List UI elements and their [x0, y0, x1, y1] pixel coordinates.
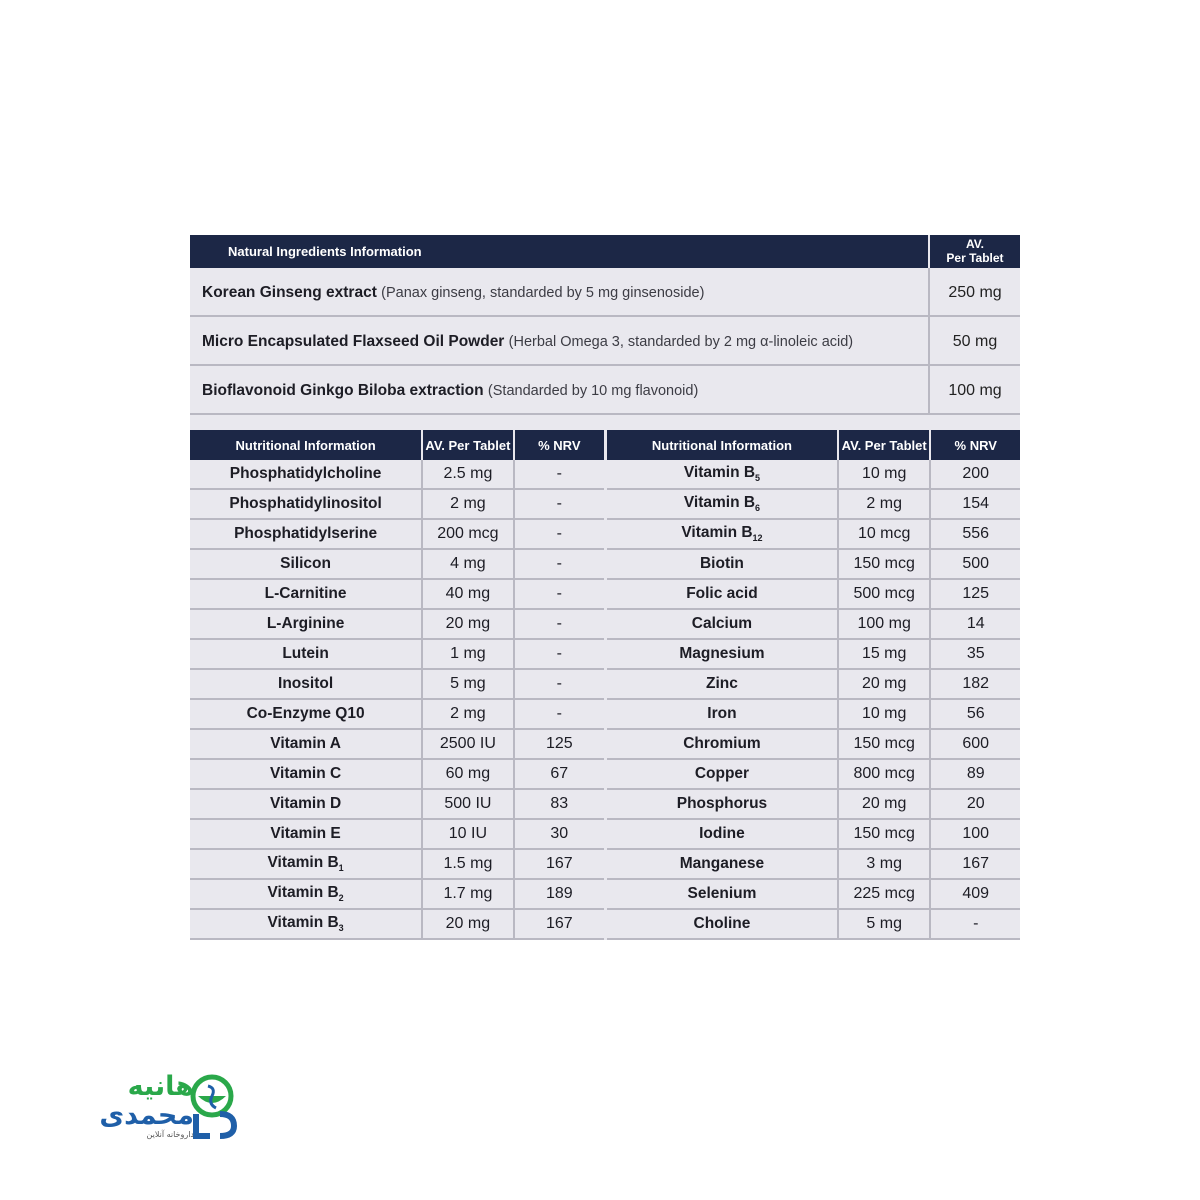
nutrient-amount: 1.5 mg — [422, 849, 513, 879]
ingredient-name-cell — [190, 317, 928, 364]
nutrient-row — [607, 699, 1020, 729]
col-nutritional-information: Nutritional Information — [607, 430, 838, 460]
per-tablet-header-line2: Per Tablet — [946, 251, 1004, 265]
nutrient-name: L-Arginine — [266, 615, 345, 632]
nutrient-nrv: - — [514, 519, 604, 549]
nutrient-row — [607, 789, 1020, 819]
natural-ingredients-table — [190, 235, 1020, 415]
nutrient-row — [190, 669, 604, 699]
nutrient-subscript: 6 — [755, 503, 761, 514]
nutrient-row — [607, 729, 1020, 759]
logo-name-line1: هانیه — [127, 1071, 194, 1102]
nutrient-name: L-Carnitine — [264, 585, 347, 602]
nutrient-row — [607, 879, 1020, 909]
col-nrv: % NRV — [514, 430, 604, 460]
nutrient-amount: 5 mg — [422, 669, 513, 699]
nutrient-name-cell — [607, 519, 838, 549]
nutrient-subscript: 3 — [338, 923, 344, 934]
nutrient-name: Vitamin E — [270, 825, 341, 842]
nutrient-row — [607, 579, 1020, 609]
nutrient-nrv: 20 — [930, 789, 1020, 819]
nutrient-row — [190, 909, 604, 939]
nutrient-row — [190, 489, 604, 519]
nutrient-row — [190, 879, 604, 909]
nutrient-name: Calcium — [691, 615, 753, 632]
nutrient-nrv: - — [514, 609, 604, 639]
nutrient-amount: 150 mcg — [838, 729, 931, 759]
nutrient-name-cell — [190, 789, 422, 819]
nutrient-row — [190, 460, 604, 489]
nutrient-nrv: - — [930, 909, 1020, 939]
nutrient-name: Iron — [707, 705, 737, 722]
nutrient-nrv: 89 — [930, 759, 1020, 789]
nutrient-nrv: 14 — [930, 609, 1020, 639]
nutrient-subscript: 2 — [338, 893, 344, 904]
nutrient-row — [607, 759, 1020, 789]
nutrient-name-cell — [190, 639, 422, 669]
ingredient-amount: 50 mg — [928, 317, 1020, 364]
nutrient-amount: 500 IU — [422, 789, 513, 819]
nutrient-amount: 150 mcg — [838, 819, 931, 849]
ingredient-description: (Herbal Omega 3, standarded by 2 mg α-linoleic acid) — [508, 334, 854, 350]
nutrient-name: Vitamin B — [683, 494, 756, 512]
nutrient-name: Vitamin B — [267, 854, 339, 872]
nutrient-name: Phosphatidylserine — [234, 525, 378, 542]
nutrient-name: Vitamin B — [683, 464, 756, 482]
ingredient-name: Micro Encapsulated Flaxseed Oil Powder — [202, 333, 505, 350]
nutrient-row — [190, 819, 604, 849]
per-tablet-header — [928, 235, 1020, 268]
nutrient-amount: 2 mg — [422, 699, 513, 729]
nutrient-row — [607, 549, 1020, 579]
nutrient-amount: 100 mg — [838, 609, 931, 639]
nutrient-name-cell — [607, 669, 838, 699]
nutrient-name-cell — [607, 489, 838, 519]
nutrient-nrv: 30 — [514, 819, 604, 849]
nutrient-amount: 150 mcg — [838, 549, 931, 579]
nutrient-nrv: - — [514, 460, 604, 489]
nutrient-nrv: 125 — [930, 579, 1020, 609]
nutrient-name-cell — [607, 909, 838, 939]
nutrient-name-cell — [190, 879, 422, 909]
nutrient-row — [190, 549, 604, 579]
nutrient-name-cell — [190, 849, 422, 879]
nutrient-nrv: 35 — [930, 639, 1020, 669]
nutrient-amount: 20 mg — [422, 609, 513, 639]
nutrient-name: Silicon — [280, 555, 331, 572]
nutrient-row — [607, 849, 1020, 879]
nutrient-row — [190, 759, 604, 789]
nutrient-nrv: - — [514, 489, 604, 519]
nutrient-amount: 5 mg — [838, 909, 931, 939]
nutrient-name-cell — [190, 759, 422, 789]
nutrient-amount: 2500 IU — [422, 729, 513, 759]
ingredient-name: Bioflavonoid Ginkgo Biloba extraction — [202, 382, 484, 399]
nutrient-name-cell — [607, 879, 838, 909]
nutrient-name: Biotin — [699, 555, 744, 572]
nutrient-row — [190, 639, 604, 669]
nutrient-amount: 200 mcg — [422, 519, 513, 549]
nutrient-name-cell — [190, 609, 422, 639]
logo-tagline: داروخانه آنلاین — [146, 1130, 194, 1139]
col-nutritional-information: Nutritional Information — [190, 430, 422, 460]
nutrient-amount: 4 mg — [422, 549, 513, 579]
nutrient-nrv: 200 — [930, 460, 1020, 489]
logo-name-line2: محمدی — [99, 1100, 194, 1131]
ingredient-amount: 250 mg — [928, 268, 1020, 315]
nutrient-name-cell — [190, 519, 422, 549]
nutrient-amount: 10 mg — [838, 460, 931, 489]
nutrient-amount: 20 mg — [838, 669, 931, 699]
nutrient-name: Phosphatidylinositol — [229, 495, 382, 512]
nutrient-amount: 20 mg — [422, 909, 513, 939]
nutrient-subscript: 1 — [338, 863, 344, 874]
nutrient-name-cell — [607, 819, 838, 849]
natural-ingredients-header — [190, 235, 1020, 268]
nutrient-amount: 1 mg — [422, 639, 513, 669]
nutrient-nrv: - — [514, 669, 604, 699]
nutrient-name: Chromium — [683, 735, 761, 752]
nutrient-nrv: 83 — [514, 789, 604, 819]
nutrient-row — [190, 699, 604, 729]
nutrient-name: Copper — [694, 765, 750, 782]
nutrient-nrv: - — [514, 579, 604, 609]
nutrient-amount: 225 mcg — [838, 879, 931, 909]
nutrient-name: Vitamin B — [267, 914, 339, 932]
nutrient-name: Phosphorus — [676, 795, 768, 812]
nutrient-name-cell — [190, 729, 422, 759]
nutrient-nrv: 167 — [514, 849, 604, 879]
logo-text — [54, 1072, 194, 1140]
ingredient-description: (Panax ginseng, standarded by 5 mg ginsenoside) — [381, 285, 705, 301]
nutrient-name: Folic acid — [686, 585, 758, 602]
nutrient-name-cell — [190, 579, 422, 609]
natural-ingredients-rows — [190, 268, 1020, 415]
nutrient-subscript: 5 — [755, 473, 761, 484]
nutrient-name: Iodine — [699, 825, 745, 842]
nutrient-name: Vitamin C — [269, 765, 342, 782]
nutrient-row — [190, 519, 604, 549]
nutrient-nrv: - — [514, 549, 604, 579]
nutrient-amount: 2 mg — [422, 489, 513, 519]
nutrient-subscript: 12 — [752, 533, 763, 544]
nutrient-row — [607, 609, 1020, 639]
natural-ingredients-title: Natural Ingredients Information — [190, 235, 928, 268]
nutrient-row — [607, 819, 1020, 849]
nutrient-name-cell — [190, 669, 422, 699]
natural-ingredient-row — [190, 317, 1020, 366]
nutrient-name-cell — [607, 609, 838, 639]
nutrient-row — [607, 460, 1020, 489]
nutrient-name-cell — [190, 460, 422, 489]
nutrient-nrv: 500 — [930, 549, 1020, 579]
nutrient-nrv: 600 — [930, 729, 1020, 759]
col-av-per-tablet: AV. Per Tablet — [422, 430, 513, 460]
nutrient-row — [607, 639, 1020, 669]
nutrient-amount: 10 mg — [838, 699, 931, 729]
nutrient-name: Vitamin D — [269, 795, 342, 812]
nutrient-amount: 2 mg — [838, 489, 931, 519]
nutrition-table-right — [607, 430, 1020, 940]
nutrient-nrv: 67 — [514, 759, 604, 789]
nutrient-amount: 3 mg — [838, 849, 931, 879]
nutrient-amount: 800 mcg — [838, 759, 931, 789]
nutrition-table-left-header — [190, 430, 604, 460]
nutrient-amount: 15 mg — [838, 639, 931, 669]
natural-ingredient-row — [190, 366, 1020, 415]
nutrient-row — [190, 789, 604, 819]
nutrient-name: Phosphatidylcholine — [229, 465, 382, 482]
nutrient-nrv: 125 — [514, 729, 604, 759]
nutrient-nrv: 167 — [930, 849, 1020, 879]
nutrient-name-cell — [607, 729, 838, 759]
nutrient-name-cell — [190, 819, 422, 849]
nutrient-nrv: 167 — [514, 909, 604, 939]
ingredient-name-cell — [190, 366, 928, 413]
nutrient-nrv: 182 — [930, 669, 1020, 699]
nutrient-amount: 20 mg — [838, 789, 931, 819]
nutrient-name: Selenium — [687, 885, 757, 902]
nutrient-row — [607, 909, 1020, 939]
nutrient-name: Vitamin A — [270, 735, 341, 752]
pharmacy-logo[interactable] — [60, 1072, 250, 1142]
nutrient-amount: 10 IU — [422, 819, 513, 849]
supplement-facts-panel — [190, 235, 1020, 940]
nutrient-nrv: 556 — [930, 519, 1020, 549]
nutrition-table-right-header — [607, 430, 1020, 460]
nutrient-row — [190, 849, 604, 879]
nutrient-row — [190, 609, 604, 639]
nutrient-name: Inositol — [278, 675, 334, 692]
nutrient-amount: 10 mcg — [838, 519, 931, 549]
nutrient-name: Vitamin B — [681, 524, 753, 542]
pharmacy-bowl-snake-icon — [190, 1074, 240, 1140]
nutrient-name-cell — [607, 789, 838, 819]
col-nrv: % NRV — [930, 430, 1020, 460]
nutrient-name-cell — [190, 909, 422, 939]
nutrient-name-cell — [607, 759, 838, 789]
nutrient-name-cell — [607, 549, 838, 579]
nutrient-name-cell — [607, 460, 838, 489]
col-av-per-tablet: AV. Per Tablet — [838, 430, 931, 460]
nutrient-amount: 40 mg — [422, 579, 513, 609]
nutrient-name: Co-Enzyme Q10 — [246, 705, 365, 722]
nutrient-name-cell — [190, 489, 422, 519]
ingredient-description: (Standarded by 10 mg flavonoid) — [487, 383, 699, 399]
nutrient-row — [190, 729, 604, 759]
nutrient-name-cell — [607, 849, 838, 879]
ingredient-amount: 100 mg — [928, 366, 1020, 413]
nutrient-nrv: - — [514, 639, 604, 669]
ingredient-name-cell — [190, 268, 928, 315]
nutrition-table-left — [190, 430, 604, 940]
nutrient-name: Manganese — [679, 855, 765, 872]
nutrient-row — [607, 669, 1020, 699]
nutrient-nrv: 100 — [930, 819, 1020, 849]
ingredient-name: Korean Ginseng extract — [202, 284, 377, 301]
nutrient-nrv: 409 — [930, 879, 1020, 909]
nutrient-name: Zinc — [706, 675, 738, 692]
nutrient-name: Choline — [693, 915, 751, 932]
nutrient-name-cell — [607, 639, 838, 669]
natural-ingredient-row — [190, 268, 1020, 317]
nutrient-nrv: 56 — [930, 699, 1020, 729]
nutrient-amount: 500 mcg — [838, 579, 931, 609]
nutrient-name-cell — [607, 579, 838, 609]
nutrient-amount: 1.7 mg — [422, 879, 513, 909]
nutrient-amount: 60 mg — [422, 759, 513, 789]
nutrient-nrv: 189 — [514, 879, 604, 909]
nutrient-name-cell — [190, 549, 422, 579]
nutrient-name: Magnesium — [679, 645, 765, 662]
nutrient-nrv: 154 — [930, 489, 1020, 519]
nutrient-nrv: - — [514, 699, 604, 729]
per-tablet-header-line1: AV. — [965, 237, 984, 251]
nutrient-row — [607, 519, 1020, 549]
nutrient-name-cell — [607, 699, 838, 729]
nutrient-name-cell — [190, 699, 422, 729]
nutrient-name: Vitamin B — [267, 884, 339, 902]
nutrient-row — [190, 579, 604, 609]
nutrient-name: Lutein — [282, 645, 329, 662]
nutrient-amount: 2.5 mg — [422, 460, 513, 489]
nutrient-row — [607, 489, 1020, 519]
